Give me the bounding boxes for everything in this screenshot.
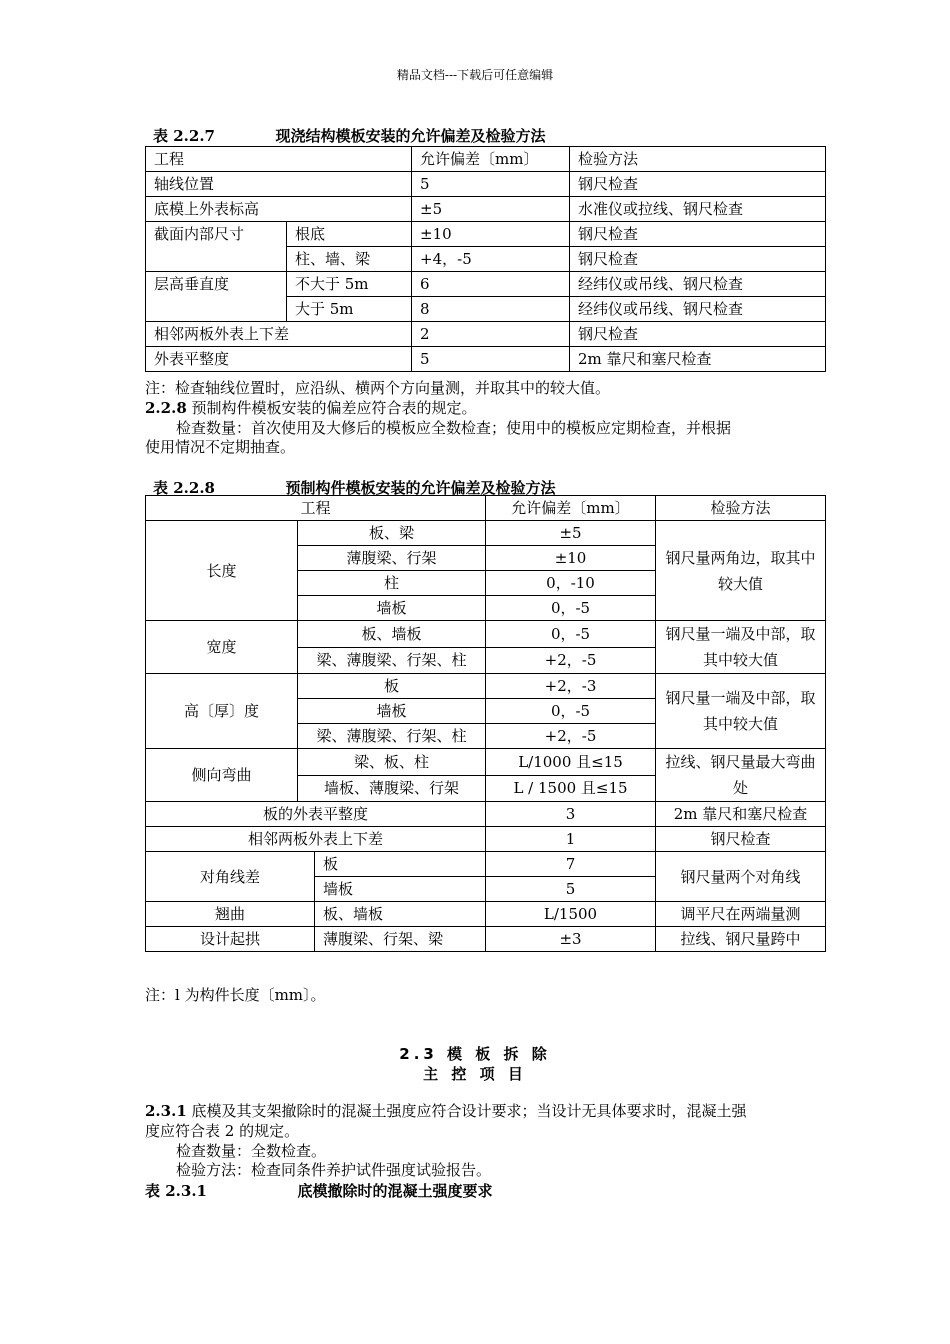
table-cell: 设计起拱 <box>146 927 315 952</box>
table-cell: 外表平整度 <box>146 347 412 372</box>
table-cell: ±3 <box>486 927 656 952</box>
table-cell: 对角线差 <box>146 852 315 902</box>
inspection-quantity-text: 检查数量：首次使用及大修后的模板应全数检查；使用中的模板应定期检查，并根据 <box>176 419 732 437</box>
table-cell: 2 <box>412 322 570 347</box>
header-cell: 检验方法 <box>570 147 826 172</box>
table-cell: +2，-3 <box>486 674 656 699</box>
table-cell: 薄腹梁、行架、梁 <box>315 927 486 952</box>
table-cell: 5 <box>412 347 570 372</box>
table-cell: 经纬仪或吊线、钢尺检查 <box>570 297 826 322</box>
table-row <box>146 749 826 776</box>
section-title: 2.3 模 板 拆 除 <box>399 1045 551 1063</box>
table-cell: +4，-5 <box>412 247 570 272</box>
table-cell: 板的外表平整度 <box>146 802 486 827</box>
table-cell: +2，-5 <box>486 647 656 674</box>
table-cell: 水准仪或拉线、钢尺检查 <box>570 197 826 222</box>
header-cell: 允许偏差〔mm〕 <box>412 147 570 172</box>
table-row <box>146 197 826 222</box>
table-cell: 柱、墙、梁 <box>287 247 412 272</box>
table-row <box>146 827 826 852</box>
table-cell: 0，-5 <box>486 596 656 621</box>
table-cell: 根底 <box>287 222 412 247</box>
table-row <box>146 272 826 297</box>
table-cell: 墙板 <box>298 596 486 621</box>
paragraph-2-2-8 <box>145 398 477 418</box>
table-row <box>146 521 826 546</box>
table-cell: 梁、薄腹梁、行架、柱 <box>298 724 486 749</box>
table-cell: 截面内部尺寸 <box>146 222 287 272</box>
table-cell: 墙板 <box>315 877 486 902</box>
table-cell: 拉线、钢尺量跨中 <box>656 927 826 952</box>
table-cell: 板 <box>315 852 486 877</box>
inspection-quantity-text-cont: 使用情况不定期抽查。 <box>145 438 296 456</box>
table-2-2-8 <box>145 495 826 952</box>
table-cell: 层高垂直度 <box>146 272 287 322</box>
table-cell: 0，-10 <box>486 571 656 596</box>
table-cell: 钢尺量一端及中部，取其中较大值 <box>656 674 826 749</box>
table-cell: 柱 <box>298 571 486 596</box>
table-cell: ±5 <box>412 197 570 222</box>
table-cell: 调平尺在两端量测 <box>656 902 826 927</box>
clause-text: 底模及其支架撤除时的混凝土强度应符合设计要求；当设计无具体要求时，混凝土强 <box>186 1102 747 1120</box>
table-cell: 相邻两板外表上下差 <box>146 827 486 852</box>
table-cell: 2m 靠尺和塞尺检查 <box>656 802 826 827</box>
header-cell: 工程 <box>146 147 412 172</box>
clause-text: 预制构件模板安装的偏差应符合表的规定。 <box>186 399 477 417</box>
table-cell: 宽度 <box>146 621 298 674</box>
table1-caption-number: 表 2.2.7 <box>153 127 215 145</box>
table-row <box>146 322 826 347</box>
table-cell: 高〔厚〕度 <box>146 674 298 749</box>
table-cell: L/1500 <box>486 902 656 927</box>
table-cell: 薄腹梁、行架 <box>298 546 486 571</box>
table-cell: ±5 <box>486 521 656 546</box>
table-cell: 翘曲 <box>146 902 315 927</box>
paragraph-2-3-1-cont: 度应符合表 2 的规定。 <box>145 1122 300 1140</box>
table-cell: 2m 靠尺和塞尺检查 <box>570 347 826 372</box>
inspection-method: 检验方法：检查同条件养护试件强度试验报告。 <box>176 1161 492 1179</box>
table-cell: 0，-5 <box>486 699 656 724</box>
clause-number: 2.3.1 <box>145 1102 187 1120</box>
table-cell: 不大于 5m <box>287 272 412 297</box>
table-row <box>146 147 826 172</box>
table-row <box>146 621 826 648</box>
table-row <box>146 852 826 877</box>
table-cell: 经纬仪或吊线、钢尺检查 <box>570 272 826 297</box>
table-cell: 大于 5m <box>287 297 412 322</box>
table-cell: 钢尺量两个对角线 <box>656 852 826 902</box>
table-cell: L/1000 且≤15 <box>486 749 656 776</box>
note-table1: 注：检查轴线位置时，应沿纵、横两个方向量测，并取其中的较大值。 <box>145 379 611 397</box>
table-cell: 板、墙板 <box>298 621 486 648</box>
table-cell: 5 <box>486 877 656 902</box>
table-row <box>146 674 826 699</box>
inspection-quantity: 检查数量：全数检查。 <box>176 1142 327 1160</box>
table-cell: ±10 <box>486 546 656 571</box>
header-cell: 工程 <box>146 496 486 521</box>
table-cell: 板、梁 <box>298 521 486 546</box>
table-2-2-7 <box>145 146 826 372</box>
table-cell: 梁、板、柱 <box>298 749 486 776</box>
table-cell: 墙板 <box>298 699 486 724</box>
table-cell: 3 <box>486 802 656 827</box>
table2-caption-number: 表 2.2.8 <box>153 479 215 497</box>
table-row <box>146 347 826 372</box>
table-cell: 钢尺检查 <box>570 222 826 247</box>
page-header: 精品文档---下载后可任意编辑 <box>396 68 554 82</box>
table-cell: 钢尺检查 <box>656 827 826 852</box>
table3-caption-number: 表 2.3.1 <box>145 1182 207 1200</box>
clause-number: 2.2.8 <box>145 399 187 417</box>
table-row <box>146 222 826 247</box>
table1-caption-title: 现浇结构模板安装的允许偏差及检验方法 <box>275 127 546 145</box>
table-row <box>146 902 826 927</box>
table-cell: 板、墙板 <box>315 902 486 927</box>
table-cell: 梁、薄腹梁、行架、柱 <box>298 647 486 674</box>
table-cell: 钢尺检查 <box>570 172 826 197</box>
table-cell: 侧向弯曲 <box>146 749 298 802</box>
table-row <box>146 496 826 521</box>
table-cell: 6 <box>412 272 570 297</box>
note-table2: 注：l 为构件长度〔mm〕。 <box>145 986 326 1004</box>
table-cell: 长度 <box>146 521 298 621</box>
section-subtitle: 主 控 项 目 <box>423 1065 527 1083</box>
table3-caption <box>145 1180 492 1201</box>
table-cell: ±10 <box>412 222 570 247</box>
table-cell: 8 <box>412 297 570 322</box>
paragraph-2-3-1 <box>145 1101 747 1121</box>
table-cell: 钢尺量一端及中部，取其中较大值 <box>656 621 826 674</box>
header-cell: 允许偏差〔mm〕 <box>486 496 656 521</box>
table-row <box>146 802 826 827</box>
table-cell: 拉线、钢尺量最大弯曲处 <box>656 749 826 802</box>
table-cell: 钢尺检查 <box>570 322 826 347</box>
table-cell: 板 <box>298 674 486 699</box>
table-cell: 1 <box>486 827 656 852</box>
table-cell: +2，-5 <box>486 724 656 749</box>
table-cell: L / 1500 且≤15 <box>486 775 656 802</box>
table-row <box>146 172 826 197</box>
table1-caption <box>153 125 545 146</box>
table-cell: 钢尺量两角边，取其中较大值 <box>656 521 826 621</box>
table-cell: 0，-5 <box>486 621 656 648</box>
header-cell: 检验方法 <box>656 496 826 521</box>
table-cell: 7 <box>486 852 656 877</box>
table-cell: 钢尺检查 <box>570 247 826 272</box>
table-cell: 墙板、薄腹梁、行架 <box>298 775 486 802</box>
table-cell: 轴线位置 <box>146 172 412 197</box>
table-row <box>146 927 826 952</box>
table3-caption-title: 底模撤除时的混凝土强度要求 <box>297 1182 493 1200</box>
table-cell: 底模上外表标高 <box>146 197 412 222</box>
table2-caption-title: 预制构件模板安装的允许偏差及检验方法 <box>285 479 556 497</box>
table-cell: 5 <box>412 172 570 197</box>
table-cell: 相邻两板外表上下差 <box>146 322 412 347</box>
